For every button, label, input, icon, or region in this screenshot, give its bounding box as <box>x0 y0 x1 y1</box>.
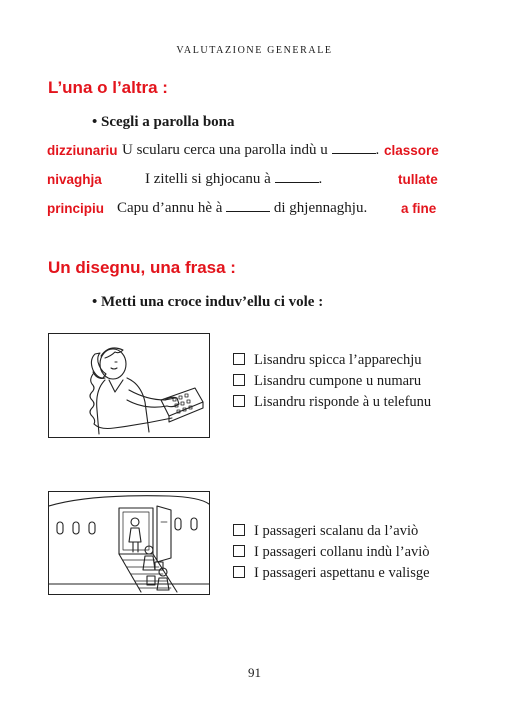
sentence-1-before: U scularu cerca una parolla indù u <box>122 142 328 158</box>
telephone-drawing <box>49 334 209 437</box>
option-1-1 <box>233 352 421 369</box>
instruction-cross: • Metti una croce induv’ellu ci vole : <box>92 294 324 310</box>
option-label: Lisandru risponde à u telefunu <box>254 394 432 410</box>
word-option-left-2: nivaghja <box>47 172 102 187</box>
option-label: I passageri aspettanu e valisge <box>254 565 430 581</box>
option-label: I passageri collanu indù l’aviò <box>254 544 430 560</box>
sentence-1-after: . <box>375 142 380 158</box>
section-title-choice: L’una o l’altra : <box>48 78 168 97</box>
checkbox[interactable] <box>233 524 245 536</box>
option-label: Lisandru cumpone u numaru <box>254 373 422 389</box>
option-2-3 <box>233 565 430 582</box>
telephone-illustration <box>48 333 210 438</box>
blank-3[interactable] <box>226 200 270 212</box>
option-1-3 <box>233 394 431 411</box>
section-title-drawing: Un disegnu, una frasa : <box>48 258 236 277</box>
word-option-left-1: dizziunariu <box>47 143 118 158</box>
option-label: I passageri scalanu da l’aviò <box>254 523 419 539</box>
blank-1[interactable] <box>332 142 376 154</box>
sentence-2-after: . <box>318 171 323 187</box>
instruction-text: Scegli a parolla bona <box>101 114 235 130</box>
option-2-2 <box>233 544 430 561</box>
page-number: 91 <box>248 665 261 680</box>
checkbox[interactable] <box>233 395 245 407</box>
running-header: VALUTAZIONE GENERALE <box>176 45 333 56</box>
sentence-2 <box>145 171 322 188</box>
word-option-right-2: tullate <box>398 172 438 187</box>
option-2-1 <box>233 523 418 540</box>
airplane-boarding-illustration <box>48 491 210 595</box>
word-option-left-3: principiu <box>47 201 104 216</box>
sentence-3 <box>117 200 367 217</box>
checkbox[interactable] <box>233 545 245 557</box>
word-option-right-3: a fine <box>401 201 437 216</box>
word-option-right-1: classore <box>384 143 439 158</box>
blank-2[interactable] <box>275 171 319 183</box>
sentence-3-before: Capu d’annu hè à <box>117 200 223 216</box>
sentence-1 <box>122 142 379 159</box>
checkbox[interactable] <box>233 374 245 386</box>
sentence-2-before: I zitelli si ghjocanu à <box>145 171 271 187</box>
checkbox[interactable] <box>233 566 245 578</box>
option-1-2 <box>233 373 421 390</box>
instruction-choose-word: • Scegli a parolla bona <box>92 114 235 130</box>
sentence-3-after: di ghjennaghju. <box>273 200 368 216</box>
option-label: Lisandru spicca l’apparechju <box>254 352 422 368</box>
checkbox[interactable] <box>233 353 245 365</box>
instruction-text: Metti una croce induv’ellu ci vole : <box>101 294 324 310</box>
airplane-drawing <box>49 492 209 594</box>
